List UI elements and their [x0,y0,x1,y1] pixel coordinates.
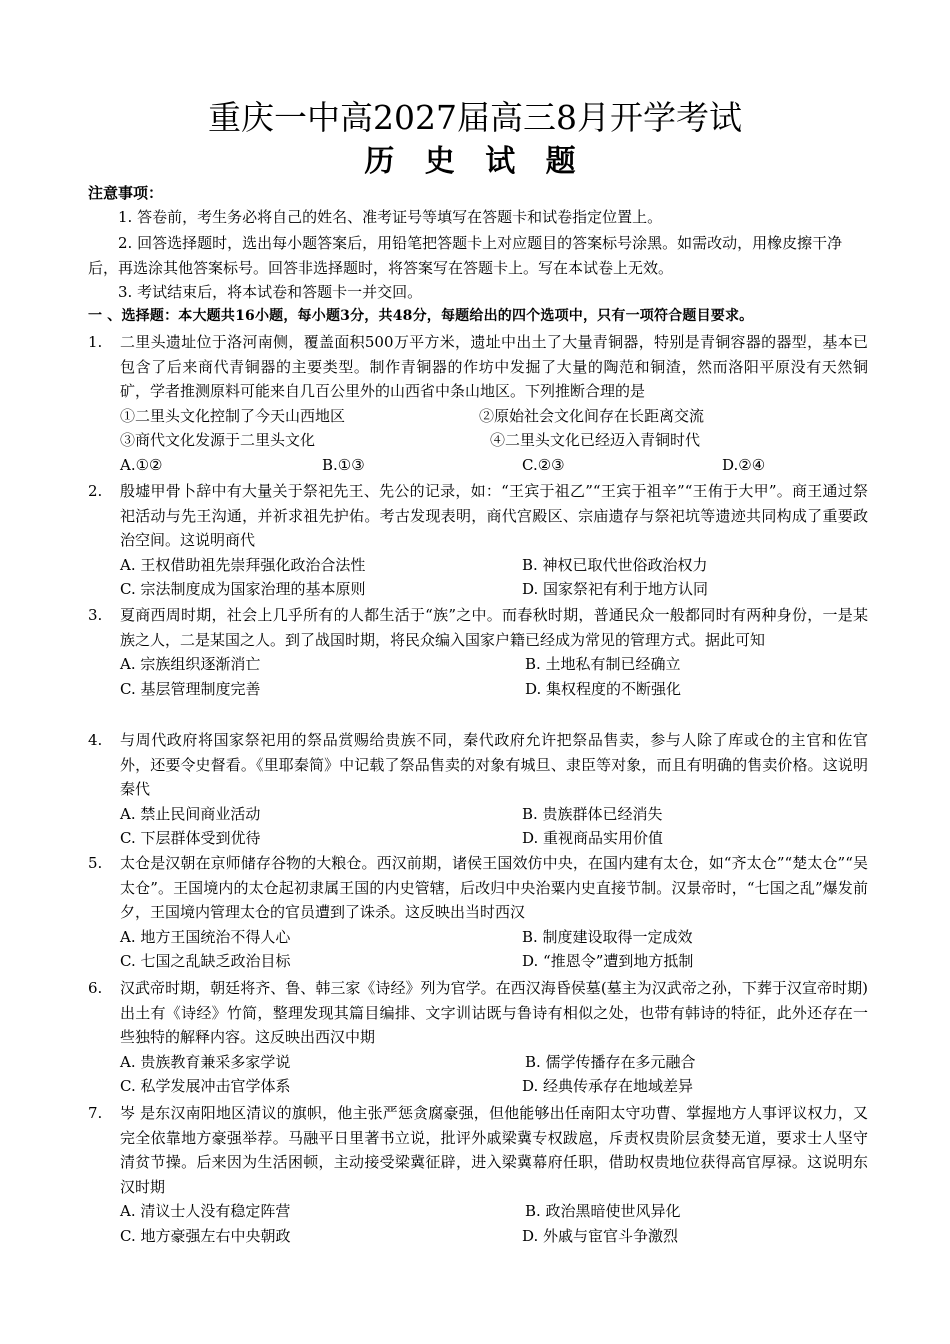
option-d: D.②④ [722,455,766,474]
notice-item-3: 3. 考试结束后，将本试卷和答题卡一并交回。 [118,283,423,301]
option-d: D. 集权程度的不断强化 [525,679,682,698]
option-d: D. 外戚与宦官斗争激烈 [522,1226,679,1245]
option-b: B. 政治黑暗使世风异化 [525,1202,681,1220]
question-number: 6. [88,979,103,997]
question-stem: 与周代政府将国家祭祀用的祭品赏赐给贵族不同，秦代政府允许把祭品售卖，参与人除了库或仓的主官和佐官外，还要令史督看。《里耶秦简》中记载了祭品售卖的对象有城旦、隶臣等对象，而且有明确的售卖价格。这说明秦代 [120,731,868,798]
statement-list [120,404,868,453]
option-c: C. 下层群体受到优待 [120,829,261,847]
question-number: 5. [88,854,103,872]
option-c: C. 地方豪强左右中央朝政 [120,1226,291,1245]
option-c: C.②③ [522,455,565,474]
option-b: B. 儒学传播存在多元融合 [525,1052,696,1071]
option-d: D. 重视商品实用价值 [522,829,664,847]
option-list [120,553,868,602]
option-list [120,1050,868,1099]
option-list [120,802,868,851]
option-a: A. 禁止民间商业活动 [120,804,261,823]
option-d: D. “推恩令”遭到地方抵制 [522,952,694,970]
question-number: 1. [88,333,103,351]
question-stem: 夏商西周时期，社会上几乎所有的人都生活于“族”之中。而春秋时期，普通民众一般都同时有两种身份，一是某族之人，二是某国之人。到了战国时期，将民众编入国家户籍已经成为常见的管理方式。据此可知 [120,606,868,649]
option-a: A. 清议士人没有稳定阵营 [120,1202,291,1220]
option-b: B. 贵族群体已经消失 [522,804,663,823]
option-a: A. 贵族教育兼采多家学说 [120,1052,291,1071]
question-stem: 殷墟甲骨卜辞中有大量关于祭祀先王、先公的记录，如：“王宾于祖乙”“王宾于祖辛”“王侑于大甲”。商王通过祭祀活动与先王沟通，并祈求祖先护佑。考古发现表明，商代宫殿区、宗庙遗存与祭祀坑等遗迹共同构成了重要政治空间。这说明商代 [120,482,868,549]
option-list [120,925,868,974]
question-5 [88,851,868,974]
option-a: A. 地方王国统治不得人心 [120,927,291,946]
question-stem: 二里头遗址位于洛河南侧，覆盖面积500万平方米，遗址中出土了大量青铜器，特别是青铜容器的器型，基本已包含了后来商代青铜器的主要类型。制作青铜器的作坊中发掘了大量的陶范和铜渣，然而洛阳平原没有天然铜矿，学者推测原料可能来自几百公里外的山西省中条山地区。下列推断合理的是 [120,333,868,400]
statement-3: ③商代文化发源于二里头文化 [120,431,316,449]
option-list [120,1199,868,1248]
question-number: 3. [88,606,103,624]
option-a: A. 宗族组织逐渐消亡 [120,655,261,673]
question-1 [88,330,868,477]
option-list [120,652,868,701]
question-stem: 太仓是汉朝在京师储存谷物的大粮仓。西汉前期，诸侯王国效仿中央，在国内建有太仓，如“齐太仓”“楚太仓”“吴太仓”。王国境内的太仓起初隶属王国的内史管辖，后改归中央治粟内史直接节制。汉景帝时，“七国之乱”爆发前夕，王国境内管理太仓的官员遭到了诛杀。这反映出当时西汉 [120,854,868,921]
option-a: A. 王权借助祖先崇拜强化政治合法性 [120,555,366,574]
question-2 [88,479,868,602]
option-c: C. 基层管理制度完善 [120,679,261,698]
question-stem: 岑 是东汉南阳地区清议的旗帜，他主张严惩贪腐豪强，但他能够出任南阳太守功曹、掌握地方人事评议权力，又完全依靠地方豪强举荐。马融平日里著书立说，批评外戚梁冀专权跋扈，斥责权贵阶层贪婪无道，要求士人坚守清贫节操。后来因为生活困顿，主动接受梁冀征辟，进入梁冀幕府任职，借助权贵地位获得高官厚禄。这说明东汉时期 [120,1104,868,1196]
option-b: B. 制度建设取得一定成效 [522,927,693,946]
option-a: A.①② [120,455,163,474]
notice-item-2: 2. 回答选择题时，选出每小题答案后，用铅笔把答题卡上对应题目的答案标号涂黑。如需改动，用橡皮擦干净后，再选涂其他答案标号。回答非选择题时，将答案写在答题卡上。写在本试卷上无效。 [88,234,843,277]
option-d: D. 国家祭祀有利于地方认同 [522,580,709,598]
option-d: D. 经典传承存在地域差异 [522,1077,694,1095]
option-b: B.①③ [322,455,365,474]
exam-title: 重庆一中高2027届高三8月开学考试 [208,98,742,137]
option-list [120,453,868,478]
question-6 [88,976,868,1099]
question-3 [88,603,868,701]
option-c: C. 七国之乱缺乏政治目标 [120,952,291,970]
option-c: C. 宗法制度成为国家治理的基本原则 [120,580,366,598]
question-4 [88,728,868,851]
subject-title: 历 史 试 题 [364,144,586,179]
statement-4: ④二里头文化已经迈入青铜时代 [490,431,701,449]
question-number: 7. [88,1104,103,1122]
option-c: C. 私学发展冲击官学体系 [120,1077,291,1095]
question-stem: 汉武帝时期，朝廷将齐、鲁、韩三家《诗经》列为官学。在西汉海昏侯墓(墓主为汉武帝之孙，下葬于汉宣帝时期)出土有《诗经》竹简，整理发现其篇目编排、文字训诂既与鲁诗有相似之处，也带有韩诗的特征，此外还存在一些独特的解释内容。这反映出西汉中期 [120,979,868,1046]
notice-item-1: 1. 答卷前，考生务必将自己的姓名、准考证号等填写在答题卡和试卷指定位置上。 [118,208,663,226]
question-7 [88,1101,868,1248]
question-number: 4. [88,731,103,749]
option-b: B. 土地私有制已经确立 [525,655,681,673]
option-b: B. 神权已取代世俗政治权力 [522,555,708,574]
section-heading: 一 、选择题：本大题共16小题，每小题3分，共48分，每题给出的四个选项中，只有一项符合题目要求。 [88,308,754,324]
notice-heading: 注意事项： [88,184,164,202]
question-number: 2. [88,482,103,500]
statement-1: ①二里头文化控制了今天山西地区 [120,406,346,425]
statement-2: ②原始社会文化间存在长距离交流 [479,406,705,425]
